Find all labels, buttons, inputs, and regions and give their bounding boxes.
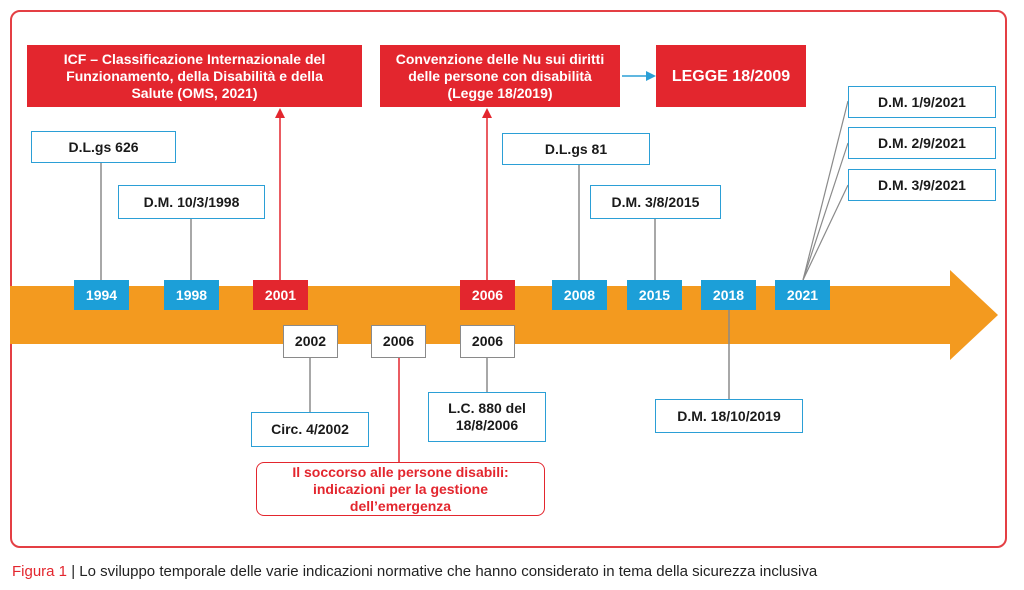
connector-2021-c — [803, 185, 848, 280]
dm1-9-label: D.M. 1/9/2021 — [848, 86, 996, 118]
year-1998: 1998 — [164, 280, 219, 310]
year-2018: 2018 — [701, 280, 756, 310]
year-1994: 1994 — [74, 280, 129, 310]
year-2001: 2001 — [253, 280, 308, 310]
year-2002-below: 2002 — [283, 325, 338, 358]
dm3-9-label: D.M. 3/9/2021 — [848, 169, 996, 201]
figure-caption — [12, 563, 817, 580]
circ-label: Circ. 4/2002 — [251, 412, 369, 447]
connector-2021-a — [803, 101, 848, 280]
lc880-label: L.C. 880 del 18/8/2006 — [428, 392, 546, 442]
arrowhead-2001 — [275, 108, 285, 118]
connector-2021-b — [803, 143, 848, 280]
soccorso-label: Il soccorso alle persone disabili: indicazioni per la gestione dell’emergenza — [256, 462, 545, 516]
dm2019-label: D.M. 18/10/2019 — [655, 399, 803, 433]
year-2006: 2006 — [460, 280, 515, 310]
year-2021: 2021 — [775, 280, 830, 310]
dlgs626-label: D.L.gs 626 — [31, 131, 176, 163]
convenzione-box: Convenzione delle Nu sui diritti delle persone con disabilità (Legge 18/2019) — [380, 45, 620, 107]
dm2015-label: D.M. 3/8/2015 — [590, 185, 721, 219]
dlgs81-label: D.L.gs 81 — [502, 133, 650, 165]
arrowhead-legge — [646, 71, 656, 81]
year-2006b-below: 2006 — [460, 325, 515, 358]
year-2006a-below: 2006 — [371, 325, 426, 358]
year-2008: 2008 — [552, 280, 607, 310]
legge-box: LEGGE 18/2009 — [656, 45, 806, 107]
dm2-9-label: D.M. 2/9/2021 — [848, 127, 996, 159]
icf-box: ICF – Classificazione Internazionale del Funzionamento, della Disabilità e della Salute (OMS, 2021) — [27, 45, 362, 107]
arrowhead-2006 — [482, 108, 492, 118]
caption-text: | Lo sviluppo temporale delle varie indicazioni normative che hanno considerato in tema della sicurezza inclusiva — [67, 563, 818, 580]
year-2015: 2015 — [627, 280, 682, 310]
dm1998-label: D.M. 10/3/1998 — [118, 185, 265, 219]
caption-label: Figura 1 — [12, 563, 68, 580]
